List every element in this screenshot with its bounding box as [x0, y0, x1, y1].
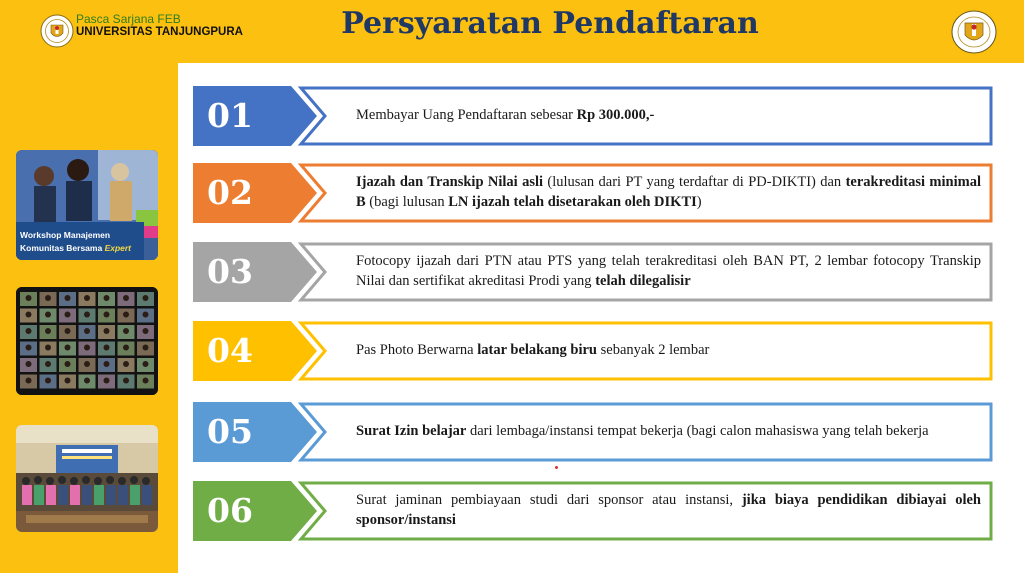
- requirement-number: 05: [207, 412, 253, 451]
- requirement-text-part: (bagi lulusan: [365, 194, 449, 210]
- brand-text: [76, 13, 243, 39]
- video-tile-person: [26, 328, 32, 334]
- video-tile-person: [45, 328, 51, 334]
- brand-line1: Pasca Sarjana FEB: [76, 12, 181, 26]
- video-tile-person: [45, 295, 51, 301]
- requirement-text-part: sebanyak 2 lembar: [597, 342, 710, 358]
- video-tile-person: [123, 328, 129, 334]
- page-title: Persyaratan Pendaftaran: [341, 6, 759, 41]
- video-tile-person: [45, 361, 51, 367]
- video-tile-person: [143, 378, 149, 384]
- photo-caption-expert: Expert: [104, 243, 132, 253]
- requirement-number: 06: [207, 491, 253, 530]
- requirement-text-bold: Ijazah dan Transkip Nilai asli: [356, 174, 544, 190]
- photo-caption-line1: Workshop Manajemen: [20, 230, 111, 240]
- requirement-item: [193, 242, 995, 304]
- decorative-dot: [555, 466, 558, 469]
- requirement-item: [193, 481, 995, 543]
- university-emblem-icon: [40, 14, 74, 48]
- video-tile-person: [84, 378, 90, 384]
- video-tile-person: [26, 295, 32, 301]
- video-tile-person: [26, 361, 32, 367]
- video-tile-person: [65, 361, 71, 367]
- group-photo: [16, 425, 158, 532]
- video-tile-person: [65, 378, 71, 384]
- video-tile-person: [104, 345, 110, 351]
- svg-text:Komunitas Bersama Expert: [20, 243, 132, 253]
- video-tile-person: [123, 378, 129, 384]
- video-tile-person: [104, 361, 110, 367]
- video-tile-person: [143, 295, 149, 301]
- requirement-text-part: Membayar Uang Pendaftaran sebesar: [356, 107, 577, 123]
- requirement-text: [356, 402, 981, 460]
- workshop-photo: [16, 150, 158, 260]
- requirement-text-bold: LN ijazah telah disetarakan oleh DIKTI: [448, 194, 697, 210]
- requirement-number: 03: [207, 252, 253, 291]
- requirement-item: [193, 86, 995, 148]
- video-tile-person: [84, 295, 90, 301]
- video-tile-person: [84, 312, 90, 318]
- requirement-number: 01: [207, 96, 253, 135]
- video-tile-person: [123, 295, 129, 301]
- video-tile-person: [84, 328, 90, 334]
- requirement-text: [356, 242, 981, 300]
- photo-caption-line2: Komunitas Bersama: [20, 243, 105, 253]
- requirement-text: [356, 321, 981, 379]
- video-tile-person: [84, 345, 90, 351]
- requirement-text-part: Surat jaminan pembiayaan studi dari sponsor atau instansi,: [356, 492, 742, 508]
- requirement-item: [193, 402, 995, 464]
- video-tile-person: [26, 378, 32, 384]
- requirement-text-bold: Rp 300.000,-: [576, 107, 655, 123]
- video-tile-person: [26, 312, 32, 318]
- video-tile-person: [65, 328, 71, 334]
- requirement-text-part: Pas Photo Berwarna: [356, 342, 478, 358]
- video-tile-person: [104, 295, 110, 301]
- video-tile-person: [45, 345, 51, 351]
- video-tile-person: [84, 361, 90, 367]
- requirement-text-bold: Surat Izin belajar: [356, 423, 467, 439]
- video-tile-person: [143, 361, 149, 367]
- requirement-text-part: Fotocopy ijazah dari PTN atau PTS yang telah terakreditasi oleh BAN PT, 2 lembar fotocopy Transkip Nilai dan sertifikat akreditasi Prodi yang: [356, 253, 981, 289]
- video-tile-person: [143, 345, 149, 351]
- video-tile-person: [45, 378, 51, 384]
- requirement-text-part: ): [696, 194, 702, 210]
- requirement-item: [193, 163, 995, 225]
- video-tile-person: [65, 312, 71, 318]
- video-tile-person: [45, 312, 51, 318]
- requirement-text: [356, 163, 981, 221]
- requirement-item: [193, 321, 995, 383]
- video-tile-person: [143, 328, 149, 334]
- requirement-text-bold: jika biaya pendidikan dibiayai oleh sponsor/instansi: [356, 492, 981, 528]
- online-meeting-photo: [16, 287, 158, 395]
- requirement-text-bold: terakreditasi minimal B: [356, 174, 981, 210]
- requirement-text: [356, 86, 981, 144]
- brand-line2: UNIVERSITAS TANJUNGPURA: [76, 26, 243, 38]
- requirement-number: 04: [207, 331, 253, 370]
- requirement-number: 02: [207, 173, 253, 212]
- requirement-text-bold: latar belakang biru: [477, 342, 597, 358]
- video-tile-person: [123, 361, 129, 367]
- university-emblem-icon: [950, 9, 998, 55]
- video-tile-person: [104, 378, 110, 384]
- requirement-text: [356, 481, 981, 539]
- video-tile-person: [65, 295, 71, 301]
- requirement-text-part: dari lembaga/instansi tempat bekerja (bagi calon mahasiswa yang telah bekerja: [466, 423, 929, 439]
- video-tile-person: [65, 345, 71, 351]
- video-tile-person: [123, 312, 129, 318]
- video-tile-person: [26, 345, 32, 351]
- video-tile-person: [123, 345, 129, 351]
- video-tile-person: [104, 312, 110, 318]
- video-tile-person: [104, 328, 110, 334]
- requirement-text-bold: telah dilegalisir: [595, 273, 691, 289]
- requirement-text-part: (lulusan dari PT yang terdaftar di PD-DIKTI) dan: [543, 174, 846, 190]
- video-tile-person: [143, 312, 149, 318]
